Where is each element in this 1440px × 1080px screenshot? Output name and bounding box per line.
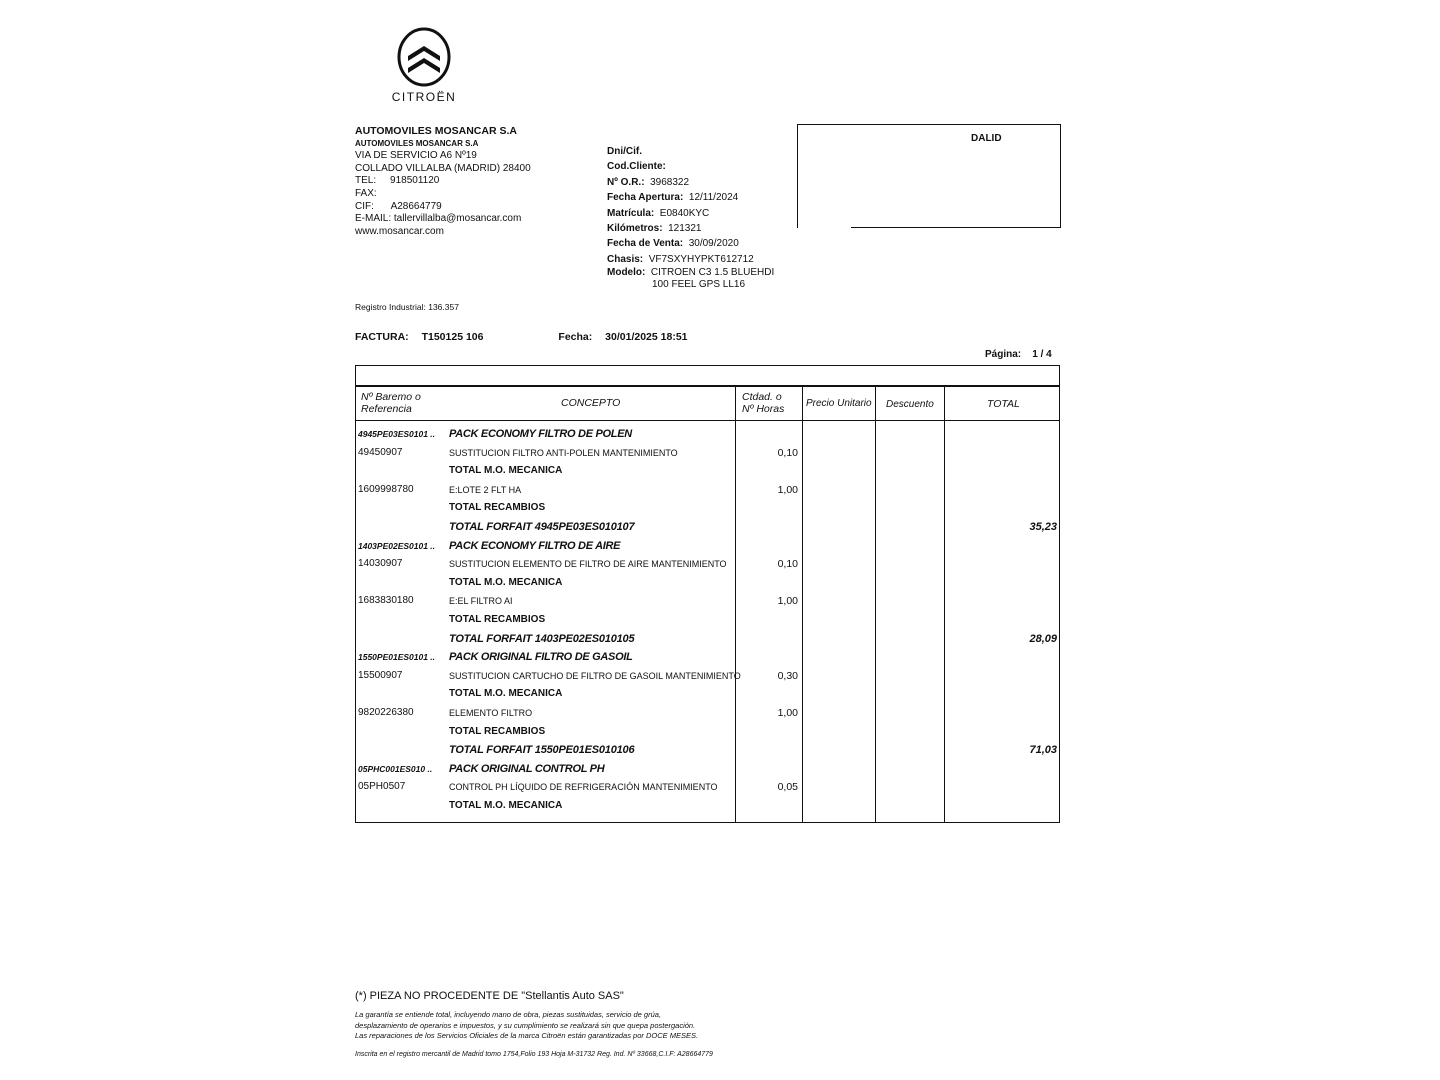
- item-description: SUSTITUCION CARTUCHO DE FILTRO DE GASOIL MANTENIMIENTO: [449, 670, 741, 681]
- model: Modelo: CITROEN C3 1.5 BLUEHDI 100 FEEL GPS LL16: [607, 267, 775, 291]
- mileage: Kilómetros: 121321: [607, 223, 702, 235]
- table-header-top-line: [355, 385, 1060, 387]
- client-box-bottom-line: [851, 227, 1061, 228]
- forfait-total-amount: 71,03: [1029, 744, 1057, 757]
- brand-wordmark: CITROËN: [391, 90, 457, 104]
- forfait-total-label: TOTAL FORFAIT 1550PE01ES010106: [449, 744, 635, 757]
- subtotal-label: TOTAL M.O. MECANICA: [449, 800, 563, 811]
- page-indicator: Página: 1 / 4: [985, 349, 1052, 360]
- header-total: TOTAL: [987, 398, 1020, 410]
- company-cif: CIF: A28664779: [355, 200, 442, 212]
- item-reference: 1609998780: [358, 483, 414, 495]
- item-reference: 9820226380: [358, 707, 414, 718]
- invoice-date: 30/01/2025 18:51: [605, 331, 688, 343]
- header-discount: Descuento: [886, 399, 934, 410]
- pack-title: PACK ECONOMY FILTRO DE POLEN: [449, 428, 632, 440]
- item-description: CONTROL PH LÍQUIDO DE REFRIGERACIÓN MANTENIMIENTO: [449, 782, 718, 793]
- item-description: SUSTITUCION ELEMENTO DE FILTRO DE AIRE MANTENIMIENTO: [449, 559, 727, 570]
- subtotal-label: TOTAL M.O. MECANICA: [449, 688, 563, 700]
- table-header-bottom-line: [355, 420, 1060, 421]
- company-name-small: AUTOMOVILES MOSANCAR S.A: [355, 138, 479, 148]
- column-divider: [944, 385, 945, 823]
- client-name: DALID: [971, 133, 1002, 144]
- company-address: VIA DE SERVICIO A6 Nº19: [355, 150, 477, 162]
- item-quantity: 0,05: [777, 781, 798, 794]
- subtotal-label: TOTAL RECAMBIOS: [449, 502, 546, 514]
- subtotal-label: TOTAL M.O. MECANICA: [449, 576, 563, 588]
- forfait-total-amount: 28,09: [1029, 632, 1057, 645]
- header-reference: Nº Baremo o Referencia: [361, 391, 421, 415]
- company-web: www.mosancar.com: [355, 225, 444, 237]
- item-reference: 14030907: [358, 558, 403, 570]
- item-quantity: 0,30: [777, 669, 798, 682]
- client-code: Cod.Cliente:: [607, 161, 666, 173]
- pack-reference: 1550PE01ES0101 ..: [358, 652, 436, 663]
- pack-title: PACK ECONOMY FILTRO DE AIRE: [449, 539, 621, 552]
- industrial-registry: Registro Industrial: 136.357: [355, 302, 459, 312]
- item-description: SUSTITUCION FILTRO ANTI-POLEN MANTENIMIENTO: [449, 447, 678, 458]
- opening-date: Fecha Apertura: 12/11/2024: [607, 192, 739, 204]
- client-address-box: [797, 124, 1061, 228]
- item-reference: 15500907: [358, 669, 403, 681]
- company-city: COLLADO VILLALBA (MADRID) 28400: [355, 162, 531, 174]
- sale-date: Fecha de Venta: 30/09/2020: [607, 238, 739, 250]
- column-divider: [735, 385, 736, 823]
- item-description: E:EL FILTRO AI: [449, 596, 513, 607]
- date-label: Fecha:: [558, 331, 593, 343]
- company-name: AUTOMOVILES MOSANCAR S.A: [355, 125, 517, 137]
- item-quantity: 1,00: [777, 707, 798, 719]
- pack-title: PACK ORIGINAL FILTRO DE GASOIL: [449, 651, 633, 664]
- company-fax: FAX:: [355, 187, 377, 199]
- header-unit-price: Precio Unitario: [806, 398, 872, 409]
- item-reference: 05PH0507: [358, 781, 406, 793]
- citroen-chevrons-icon: [396, 26, 452, 88]
- pack-reference: 4945PE03ES0101 ..: [358, 429, 436, 439]
- footnote: (*) PIEZA NO PROCEDENTE DE "Stellantis Auto SAS": [355, 990, 624, 1002]
- registry-text: Inscrita en el registro mercantil de Madrid tomo 1754,Folio 193 Hoja M-31732 Reg. Ind. Nº 33668,C.I.F: A28664779: [355, 1051, 713, 1058]
- company-tel: TEL: 918501120: [355, 175, 440, 187]
- invoice-number: T150125 106: [421, 331, 484, 343]
- invoice-line: [355, 331, 688, 343]
- column-divider: [875, 385, 876, 823]
- subtotal-label: TOTAL RECAMBIOS: [449, 614, 546, 625]
- item-quantity: 0,10: [777, 558, 798, 571]
- item-reference: 1683830180: [358, 595, 414, 607]
- order-number: Nº O.R.: 3968322: [607, 176, 690, 188]
- subtotal-label: TOTAL M.O. MECANICA: [449, 465, 563, 477]
- item-description: ELEMENTO FILTRO: [449, 708, 533, 718]
- order-info: [607, 144, 774, 291]
- dni-label: Dni/Cif.: [607, 146, 642, 157]
- brand-logo: [384, 26, 464, 104]
- plate-number: Matrícula: E0840KYC: [607, 207, 710, 219]
- invoice-label: FACTURA:: [355, 331, 409, 343]
- header-concept: CONCEPTO: [561, 397, 621, 409]
- item-quantity: 1,00: [777, 595, 798, 608]
- warranty-text: La garantía se entiende total, incluyendo mano de obra, piezas sustituidas, servicio de grúa, desplazamiento de operarios e impuestos, y su cumplimiento se realizará sin que quepa postergación. Las reparaciones de los Servicios Oficiales de la marca Citroën están garantizadas por DOCE MESES.: [355, 1010, 699, 1040]
- pack-reference: 05PHC001ES010 ..: [358, 763, 433, 774]
- chassis: Chasis: VF7SXYHYPKT612712: [607, 253, 754, 265]
- item-description: E:LOTE 2 FLT HA: [449, 484, 522, 495]
- column-divider: [802, 385, 803, 823]
- forfait-total-label: TOTAL FORFAIT 4945PE03ES010107: [449, 521, 635, 533]
- pack-title: PACK ORIGINAL CONTROL PH: [449, 762, 605, 775]
- item-reference: 49450907: [358, 446, 403, 458]
- header-quantity: Ctdad. o Nº Horas: [742, 391, 785, 415]
- item-quantity: 1,00: [777, 483, 798, 496]
- company-email: E-MAIL: tallervillalba@mosancar.com: [355, 213, 522, 225]
- forfait-total-amount: 35,23: [1029, 521, 1057, 533]
- forfait-total-label: TOTAL FORFAIT 1403PE02ES010105: [449, 632, 635, 645]
- item-quantity: 0,10: [777, 446, 798, 459]
- subtotal-label: TOTAL RECAMBIOS: [449, 725, 546, 737]
- company-info: [355, 125, 531, 238]
- pack-reference: 1403PE02ES0101 ..: [358, 540, 436, 551]
